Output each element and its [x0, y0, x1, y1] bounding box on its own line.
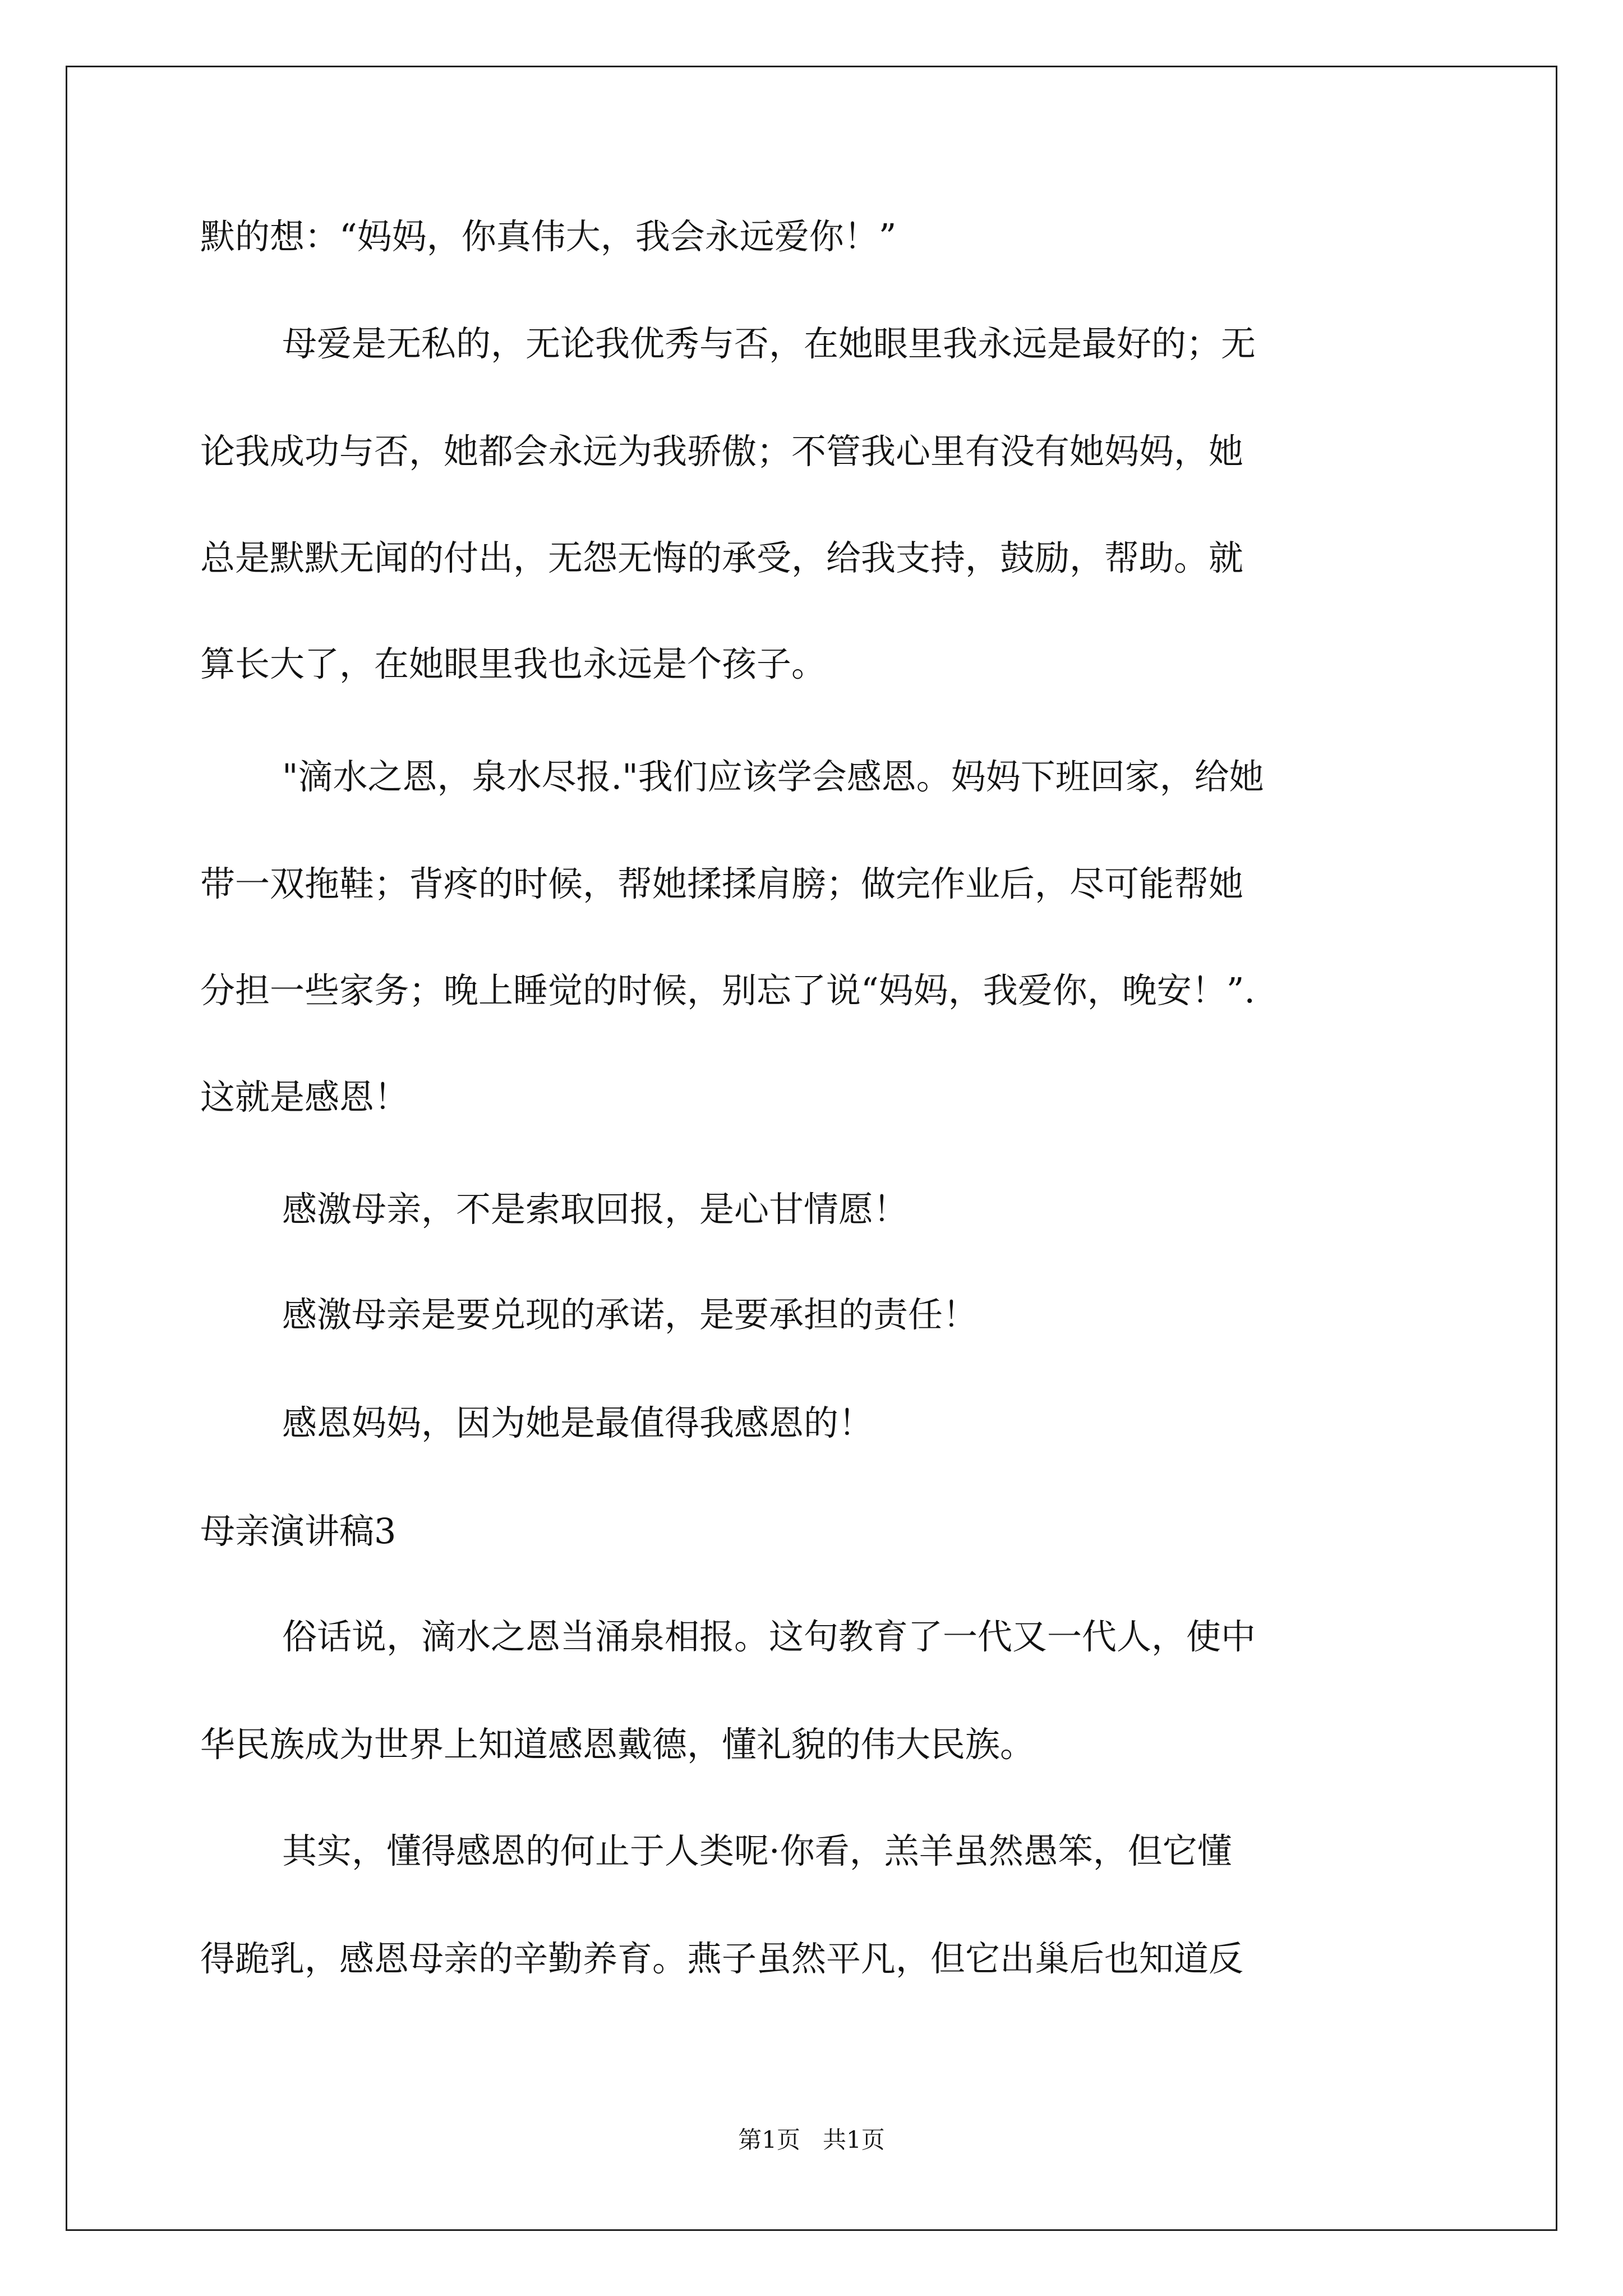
- text-line: 算长大了，在她眼里我也永远是个孩子。: [200, 643, 827, 684]
- page-footer: 第1页 共1页: [738, 2126, 885, 2154]
- text-line: 华民族成为世界上知道感恩戴德，懂礼貌的伟大民族。: [200, 1724, 1035, 1765]
- text-line: 总是默默无闻的付出，无怨无悔的承受，给我支持，鼓励，帮助。就: [200, 537, 1244, 578]
- paragraph-line: 感激母亲是要兑现的承诺，是要承担的责任！: [282, 1294, 978, 1335]
- text-line: 分担一些家务；晚上睡觉的时候，别忘了说“妈妈，我爱你，晚安！”.: [200, 970, 1256, 1011]
- text-line: 论我成功与否，她都会永远为我骄傲；不管我心里有没有她妈妈，她: [200, 431, 1244, 472]
- text-line: 默的想：“妈妈，你真伟大，我会永远爱你！”: [200, 216, 897, 257]
- text-line: 带一双拖鞋；背疼的时候，帮她揉揉肩膀；做完作业后，尽可能帮她: [200, 863, 1244, 904]
- paragraph-line: "滴水之恩，泉水尽报."我们应该学会感恩。妈妈下班回家，给她: [282, 756, 1264, 797]
- text-line: 得跪乳，感恩母亲的辛勤养育。燕子虽然平凡，但它出巢后也知道反: [200, 1938, 1244, 1979]
- paragraph-line: 俗话说，滴水之恩当涌泉相报。这句教育了一代又一代人，使中: [282, 1616, 1256, 1657]
- paragraph-line: 母爱是无私的，无论我优秀与否，在她眼里我永远是最好的；无: [282, 323, 1256, 364]
- text-line: 这就是感恩！: [200, 1076, 409, 1117]
- section-heading: 母亲演讲稿3: [200, 1511, 396, 1552]
- page-border: [66, 66, 1557, 2231]
- paragraph-line: 其实，懂得感恩的何止于人类呢·你看，羔羊虽然愚笨，但它懂: [282, 1830, 1232, 1871]
- paragraph-line: 感恩妈妈，因为她是最值得我感恩的！: [282, 1402, 874, 1443]
- paragraph-line: 感激母亲，不是索取回报，是心甘情愿！: [282, 1189, 909, 1230]
